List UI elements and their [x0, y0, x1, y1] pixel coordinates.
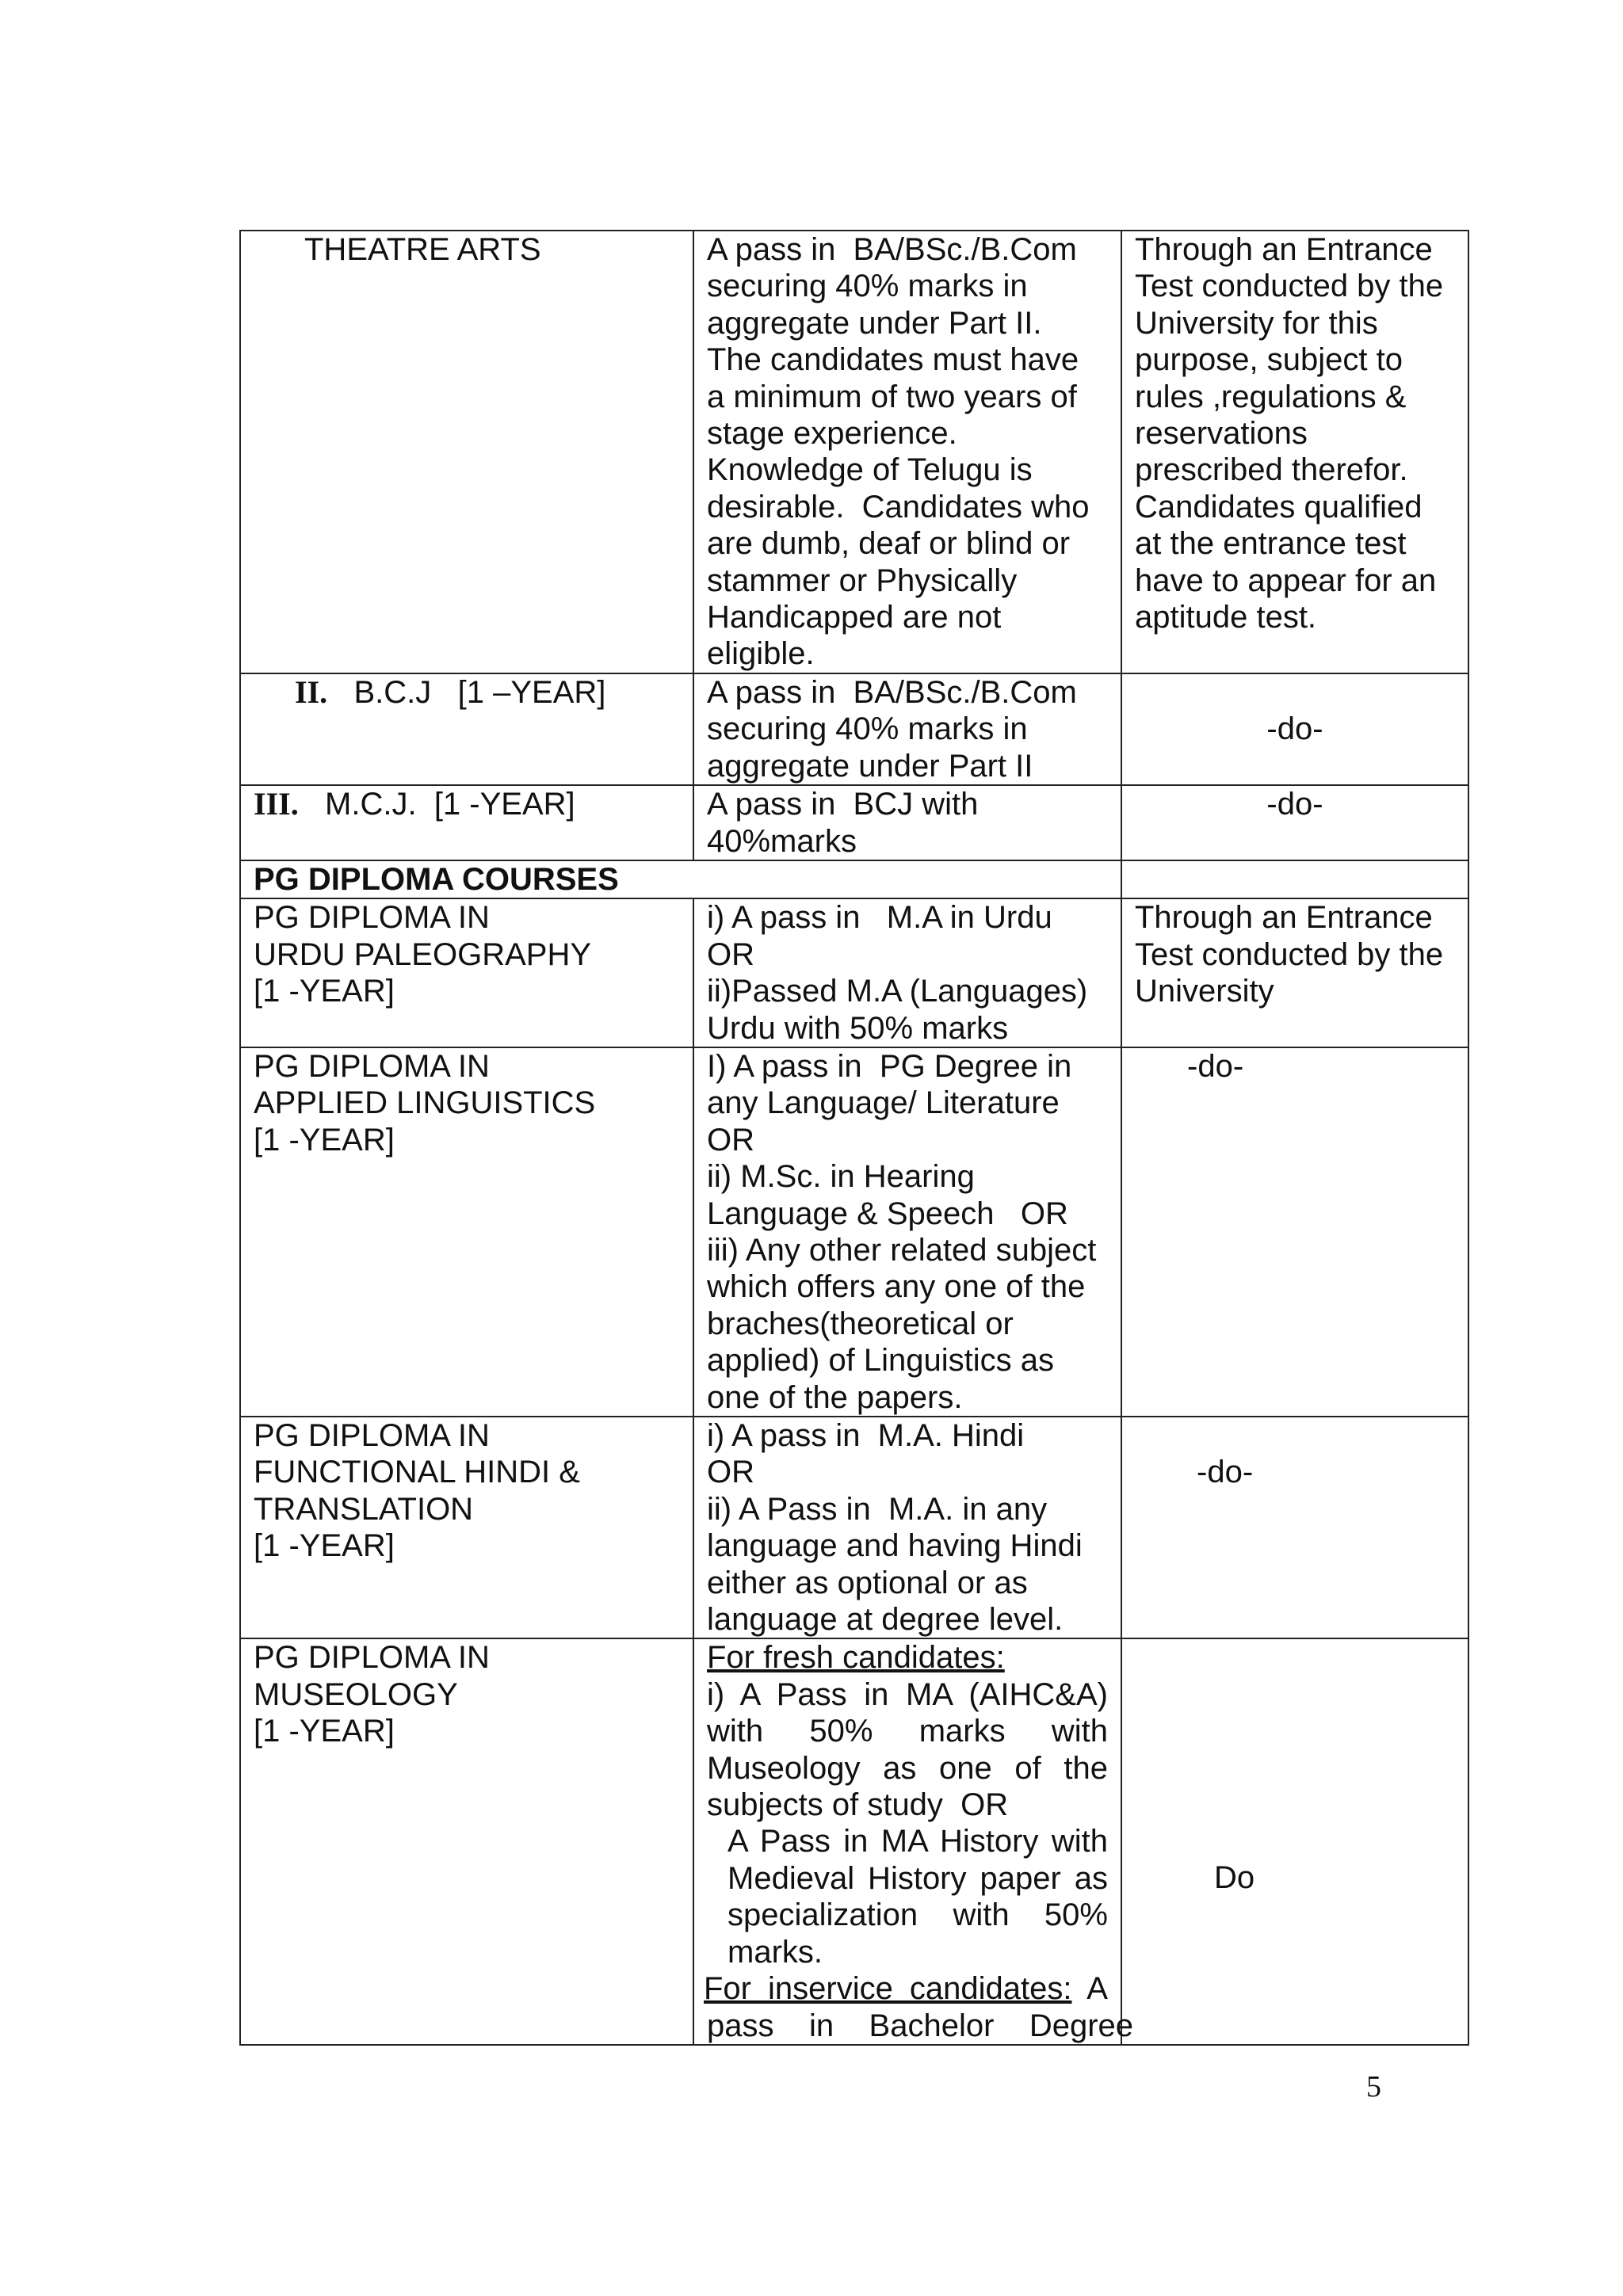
- roman-numeral: II.: [295, 673, 328, 710]
- qualification-cell: [693, 898, 1121, 1047]
- text-line: PG DIPLOMA IN: [254, 1418, 490, 1453]
- table-row: [240, 1047, 1468, 1417]
- text-line: Candidates qualified: [1135, 489, 1423, 524]
- text-line: securing 40% marks in: [707, 711, 1028, 747]
- course-cell: [240, 1638, 693, 2044]
- text-line: any Language/ Literature: [707, 1085, 1060, 1121]
- inservice-last-line: pass in Bachelor Degree: [707, 2008, 1134, 2043]
- text-line: [1 -YEAR]: [254, 1528, 395, 1564]
- admission-cell: [1121, 785, 1468, 860]
- text-line: language and having Hindi: [707, 1528, 1083, 1564]
- course-name: M.C.J. [1 -YEAR]: [325, 787, 575, 822]
- qualification-cell: [693, 231, 1121, 673]
- text-line: OR: [707, 1455, 754, 1490]
- text-line: aggregate under Part II: [707, 748, 1033, 784]
- qualification-cell: [693, 1417, 1121, 1638]
- text-line: i) A pass in M.A in Urdu: [707, 900, 1052, 936]
- inservice-heading: For inservice candidates:: [704, 1971, 1072, 2007]
- text-line: Handicapped are not: [707, 600, 1002, 635]
- justified-line: i) A Pass in MA (AIHC&A): [707, 1676, 1108, 1712]
- course-name: B.C.J [1 –YEAR]: [353, 674, 606, 710]
- text-line: OR: [707, 1122, 754, 1158]
- text-line: prescribed therefor.: [1135, 452, 1408, 488]
- justified-line: with 50% marks with: [707, 1714, 1108, 1749]
- text-line: 40%marks: [707, 823, 857, 859]
- text-line: aptitude test.: [1135, 600, 1317, 635]
- section-header: [240, 860, 1121, 898]
- table-row: [240, 1417, 1468, 1638]
- text-line: Test conducted by the: [1135, 269, 1444, 304]
- table-row: [240, 1638, 1468, 2044]
- text-line: PG DIPLOMA IN: [254, 1640, 490, 1676]
- table-row: [240, 231, 1468, 673]
- text-line: ii) M.Sc. in Hearing: [707, 1159, 975, 1195]
- course-cell: [240, 673, 693, 785]
- justified-line: specialization with 50%: [727, 1897, 1108, 1933]
- text-line: iii) Any other related subject: [707, 1232, 1097, 1268]
- justified-line: Museology as one of the: [707, 1750, 1108, 1786]
- section-title: PG DIPLOMA COURSES: [254, 861, 619, 897]
- text-line: ii)Passed M.A (Languages): [707, 974, 1088, 1009]
- fresh-candidates-heading: For fresh candidates:: [707, 1640, 1005, 1676]
- qualification-cell: [693, 1638, 1134, 2044]
- fresh-last-line: subjects of study OR: [707, 1787, 1009, 1823]
- qualification-cell: [693, 1047, 1121, 1417]
- page-number: 5: [1366, 2070, 1381, 2103]
- course-cell: [240, 1417, 693, 1638]
- text-line: University for this: [1135, 305, 1378, 341]
- text-line: [1 -YEAR]: [254, 1714, 395, 1749]
- text-line: A pass in BA/BSc./B.Com: [707, 674, 1077, 710]
- course-cell: [240, 785, 693, 860]
- admission-cell: [1121, 673, 1468, 785]
- text-line: Language & Speech OR: [707, 1196, 1068, 1231]
- text-line: reservations: [1135, 416, 1308, 452]
- course-name: THEATRE ARTS: [304, 232, 541, 267]
- history-last-line: marks.: [727, 1934, 823, 1970]
- text-line: a minimum of two years of: [707, 379, 1077, 414]
- table-row: [240, 673, 1468, 785]
- text-line: one of the papers.: [707, 1379, 963, 1415]
- text-line: TRANSLATION: [254, 1491, 474, 1527]
- text-line: eligible.: [707, 636, 815, 672]
- text-line: ii) A Pass in M.A. in any: [707, 1491, 1048, 1527]
- qualification-cell: [693, 673, 1121, 785]
- admission-cell: [1121, 231, 1468, 673]
- inservice-tail: A: [1071, 1971, 1108, 2007]
- text-line: stage experience.: [707, 416, 957, 452]
- text-line: applied) of Linguistics as: [707, 1343, 1055, 1379]
- inservice-line: [704, 1970, 1108, 2007]
- text-line: University: [1135, 974, 1274, 1009]
- text-line: securing 40% marks in: [707, 269, 1028, 304]
- text-line: have to appear for an: [1135, 563, 1437, 598]
- text-line: at the entrance test: [1135, 526, 1407, 562]
- table-row: [240, 898, 1468, 1047]
- admission-ditto: -do-: [1266, 711, 1323, 746]
- text-line: language at degree level.: [707, 1602, 1064, 1638]
- course-cell: [240, 898, 693, 1047]
- text-line: which offers any one of the: [707, 1269, 1086, 1305]
- text-line: URDU PALEOGRAPHY: [254, 936, 592, 972]
- text-line: Through an Entrance: [1135, 900, 1433, 936]
- admission-cell: [1121, 1417, 1468, 1638]
- qualification-cell: [693, 785, 1121, 860]
- text-line: rules ,regulations &: [1135, 379, 1407, 414]
- text-line: desirable. Candidates who: [707, 489, 1090, 524]
- text-line: A pass in BCJ with: [707, 787, 979, 822]
- roman-numeral: III.: [254, 786, 299, 822]
- text-line: aggregate under Part II.: [707, 305, 1042, 341]
- empty-cell: [1121, 860, 1468, 898]
- justified-line: A Pass in MA History with: [727, 1824, 1108, 1859]
- text-line: I) A pass in PG Degree in: [707, 1048, 1072, 1084]
- admission-ditto: -do-: [1197, 1455, 1254, 1489]
- course-cell: [240, 1047, 693, 1417]
- text-line: Through an Entrance: [1135, 232, 1433, 267]
- text-line: stammer or Physically: [707, 563, 1018, 598]
- admission-ditto: -do-: [1187, 1048, 1244, 1084]
- course-cell: [240, 231, 693, 673]
- history-lines: [707, 1823, 1108, 1933]
- admission-cell: [1121, 1047, 1468, 1417]
- text-line: PG DIPLOMA IN: [254, 900, 490, 936]
- text-line: APPLIED LINGUISTICS: [254, 1085, 596, 1121]
- table-row: [240, 785, 1468, 860]
- text-line: Test conducted by the: [1135, 936, 1444, 972]
- text-line: Knowledge of Telugu is: [707, 452, 1033, 488]
- text-line: either as optional or as: [707, 1565, 1028, 1600]
- admission-ditto: -do-: [1266, 787, 1323, 822]
- text-line: i) A pass in M.A. Hindi: [707, 1418, 1025, 1453]
- text-line: MUSEOLOGY: [254, 1676, 458, 1712]
- justified-line: Medieval History paper as: [727, 1860, 1108, 1896]
- text-line: FUNCTIONAL HINDI &: [254, 1455, 580, 1490]
- fresh-lines: [707, 1676, 1108, 1787]
- eligibility-table: [239, 230, 1469, 2046]
- section-header-row: [240, 860, 1468, 898]
- admission-cell: [1121, 898, 1468, 1047]
- text-line: are dumb, deaf or blind or: [707, 526, 1071, 562]
- text-line: A pass in BA/BSc./B.Com: [707, 232, 1077, 267]
- text-line: OR: [707, 936, 754, 972]
- text-line: PG DIPLOMA IN: [254, 1048, 490, 1084]
- text-line: [1 -YEAR]: [254, 1122, 395, 1158]
- text-line: [1 -YEAR]: [254, 974, 395, 1009]
- admission-cell: [1121, 1638, 1468, 2044]
- text-line: braches(theoretical or: [707, 1306, 1014, 1341]
- text-line: The candidates must have: [707, 342, 1079, 378]
- text-line: Urdu with 50% marks: [707, 1010, 1009, 1046]
- admission-ditto: Do: [1214, 1860, 1255, 1896]
- text-line: purpose, subject to: [1135, 342, 1403, 378]
